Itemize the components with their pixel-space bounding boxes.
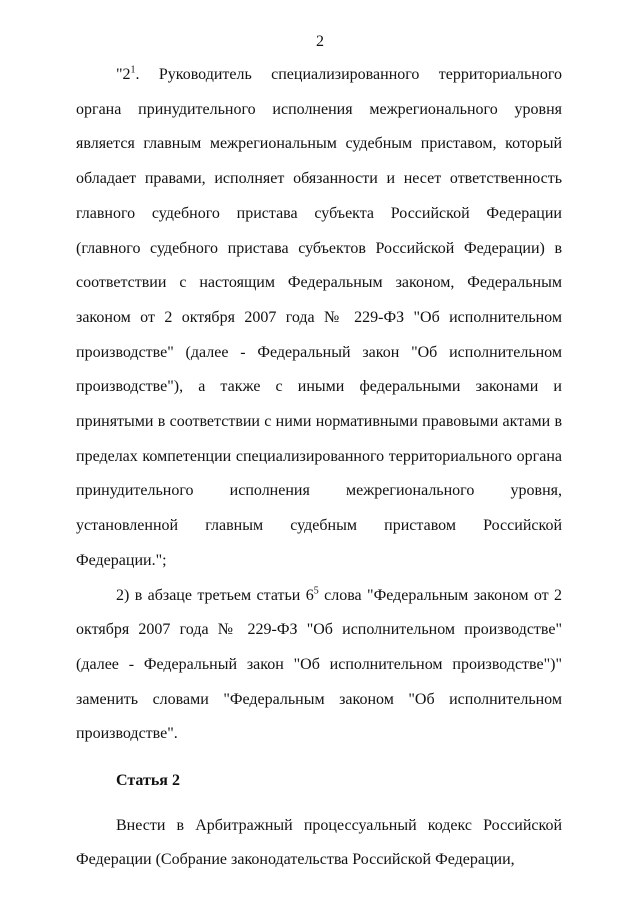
document-body bbox=[76, 58, 562, 878]
article-heading: Статья 2 bbox=[116, 772, 180, 790]
paragraph-lead: "2 bbox=[116, 66, 131, 83]
paragraph-text: слова "Федеральным законом от 2 октября 2007 года № 229-ФЗ "Об исполнительном производстве" (далее - Федеральный закон "Об исполнительном производстве")" заменить словами "Федеральным законом "Об исполнительном производстве". bbox=[76, 586, 563, 743]
superscript: 1 bbox=[130, 64, 136, 76]
paragraph-lead: 2) в абзаце третьем статьи 6 bbox=[116, 586, 314, 604]
paragraph-item-2 bbox=[76, 579, 562, 753]
page-number: 2 bbox=[316, 33, 324, 50]
paragraph-text: Внести в Арбитражный процессуальный кодекс Российской Федерации (Собрание законодательства Российской Федерации, bbox=[76, 816, 562, 869]
paragraph-article-2-intro bbox=[76, 809, 562, 878]
paragraph-text: . Руководитель специализированного территориального органа принудительного исполнения межрегионального уровня является главным межрегиональным судебным приставом, который обладает правами, исполняет обязанности и несет ответственность главного судебного пристава субъекта Российской Федерации (главного судебного пристава субъектов Российской Федерации) в соответствии с настоящим Федеральным законом, Федеральным законом от 2 октября 2007 года № 229-ФЗ "Об исполнительном производстве" (далее - Федеральный закон "Об исполнительном производстве"), а также с иными федеральными законами и принятыми в соответствии с ними нормативными правовыми актами в пределах компетенции специализированного территориального органа принудительного исполнения межрегионального уровня, установленной главным судебным приставом Российской Федерации."; bbox=[76, 66, 562, 569]
paragraph-amendment-2-1 bbox=[76, 58, 562, 579]
superscript: 5 bbox=[313, 585, 319, 597]
